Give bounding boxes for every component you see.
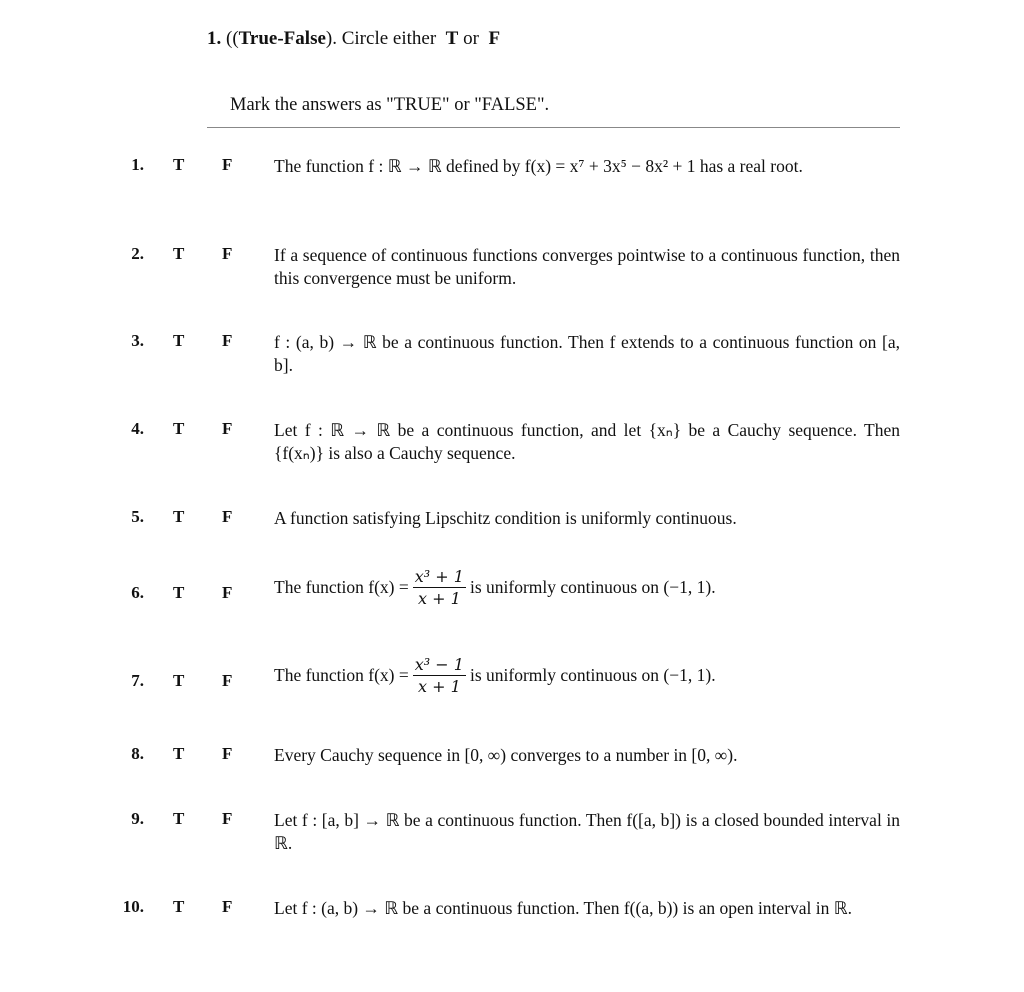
question-number: 5.	[131, 507, 144, 526]
false-label: F	[488, 28, 501, 49]
question-statement	[274, 655, 716, 696]
section-title: True-False	[238, 28, 326, 49]
true-option[interactable]: T	[173, 419, 185, 438]
fraction-bar	[413, 675, 466, 676]
statement-prefix: The function f(x) =	[274, 577, 409, 597]
question-statement: f : (a, b) → ℝ be a continuous function. Then f extends to a continuous function on [a, b].	[274, 332, 900, 375]
question-number: 7.	[131, 671, 144, 690]
fraction	[413, 655, 466, 696]
true-option[interactable]: T	[173, 507, 185, 526]
instruction-prefix: Circle either	[341, 28, 437, 49]
section-number: 1.	[207, 28, 222, 49]
section-heading	[207, 28, 500, 50]
question-statement	[274, 567, 716, 608]
true-option[interactable]: T	[173, 897, 185, 916]
fraction-bar	[413, 587, 466, 588]
question-number: 4.	[131, 419, 144, 438]
false-option[interactable]: F	[222, 897, 233, 916]
true-option[interactable]: T	[173, 744, 185, 763]
question-number: 10.	[122, 897, 144, 916]
false-option[interactable]: F	[222, 331, 233, 350]
question-number: 8.	[131, 744, 144, 763]
statement-suffix: is uniformly continuous on (−1, 1).	[469, 577, 716, 597]
instruction-text: Mark the answers as "TRUE" or "FALSE".	[230, 95, 550, 115]
fraction-numerator: x³ + 1	[414, 567, 464, 586]
false-option[interactable]: F	[222, 671, 233, 690]
question-statement: Let f : ℝ → ℝ be a continuous function, and let {xₙ} be a Cauchy sequence. Then {f(xₙ)} is also a Cauchy sequence.	[274, 420, 900, 463]
fraction-denominator: x + 1	[417, 589, 461, 608]
question-number: 3.	[131, 331, 144, 350]
question-statement: If a sequence of continuous functions converges pointwise to a continuous function, then this convergence must be uniform.	[274, 245, 900, 288]
statement-suffix: is uniformly continuous on (−1, 1).	[469, 665, 716, 685]
false-option[interactable]: F	[222, 583, 233, 602]
true-option[interactable]: T	[173, 583, 185, 602]
false-option[interactable]: F	[222, 744, 233, 763]
false-option[interactable]: F	[222, 507, 233, 526]
divider-line	[207, 127, 900, 128]
statement-prefix: The function f(x) =	[274, 665, 409, 685]
false-option[interactable]: F	[222, 809, 233, 828]
question-statement: A function satisfying Lipschitz condition is uniformly continuous.	[274, 508, 737, 528]
fraction-denominator: x + 1	[417, 677, 461, 696]
question-statement: Every Cauchy sequence in [0, ∞) converges to a number in [0, ∞).	[274, 745, 738, 765]
question-number: 6.	[131, 583, 144, 602]
true-option[interactable]: T	[173, 671, 185, 690]
true-option[interactable]: T	[173, 155, 185, 174]
title-close: ).	[325, 28, 337, 49]
question-number: 1.	[131, 155, 144, 174]
or-word: or	[463, 28, 479, 49]
fraction-numerator: x³ − 1	[414, 655, 464, 674]
true-label: T	[445, 28, 459, 49]
question-number: 2.	[131, 244, 144, 263]
question-statement: Let f : (a, b) → ℝ be a continuous function. Then f((a, b)) is an open interval in ℝ.	[274, 898, 852, 918]
title-open: ((	[226, 28, 239, 49]
true-option[interactable]: T	[173, 331, 185, 350]
false-option[interactable]: F	[222, 419, 233, 438]
question-number: 9.	[131, 809, 144, 828]
true-option[interactable]: T	[173, 244, 185, 263]
false-option[interactable]: F	[222, 244, 233, 263]
false-option[interactable]: F	[222, 155, 233, 174]
question-statement: The function f : ℝ → ℝ defined by f(x) = x⁷ + 3x⁵ − 8x² + 1 has a real root.	[274, 156, 803, 176]
question-statement: Let f : [a, b] → ℝ be a continuous function. Then f([a, b]) is a closed bounded interval in ℝ.	[274, 810, 900, 853]
fraction	[413, 567, 466, 608]
true-option[interactable]: T	[173, 809, 185, 828]
